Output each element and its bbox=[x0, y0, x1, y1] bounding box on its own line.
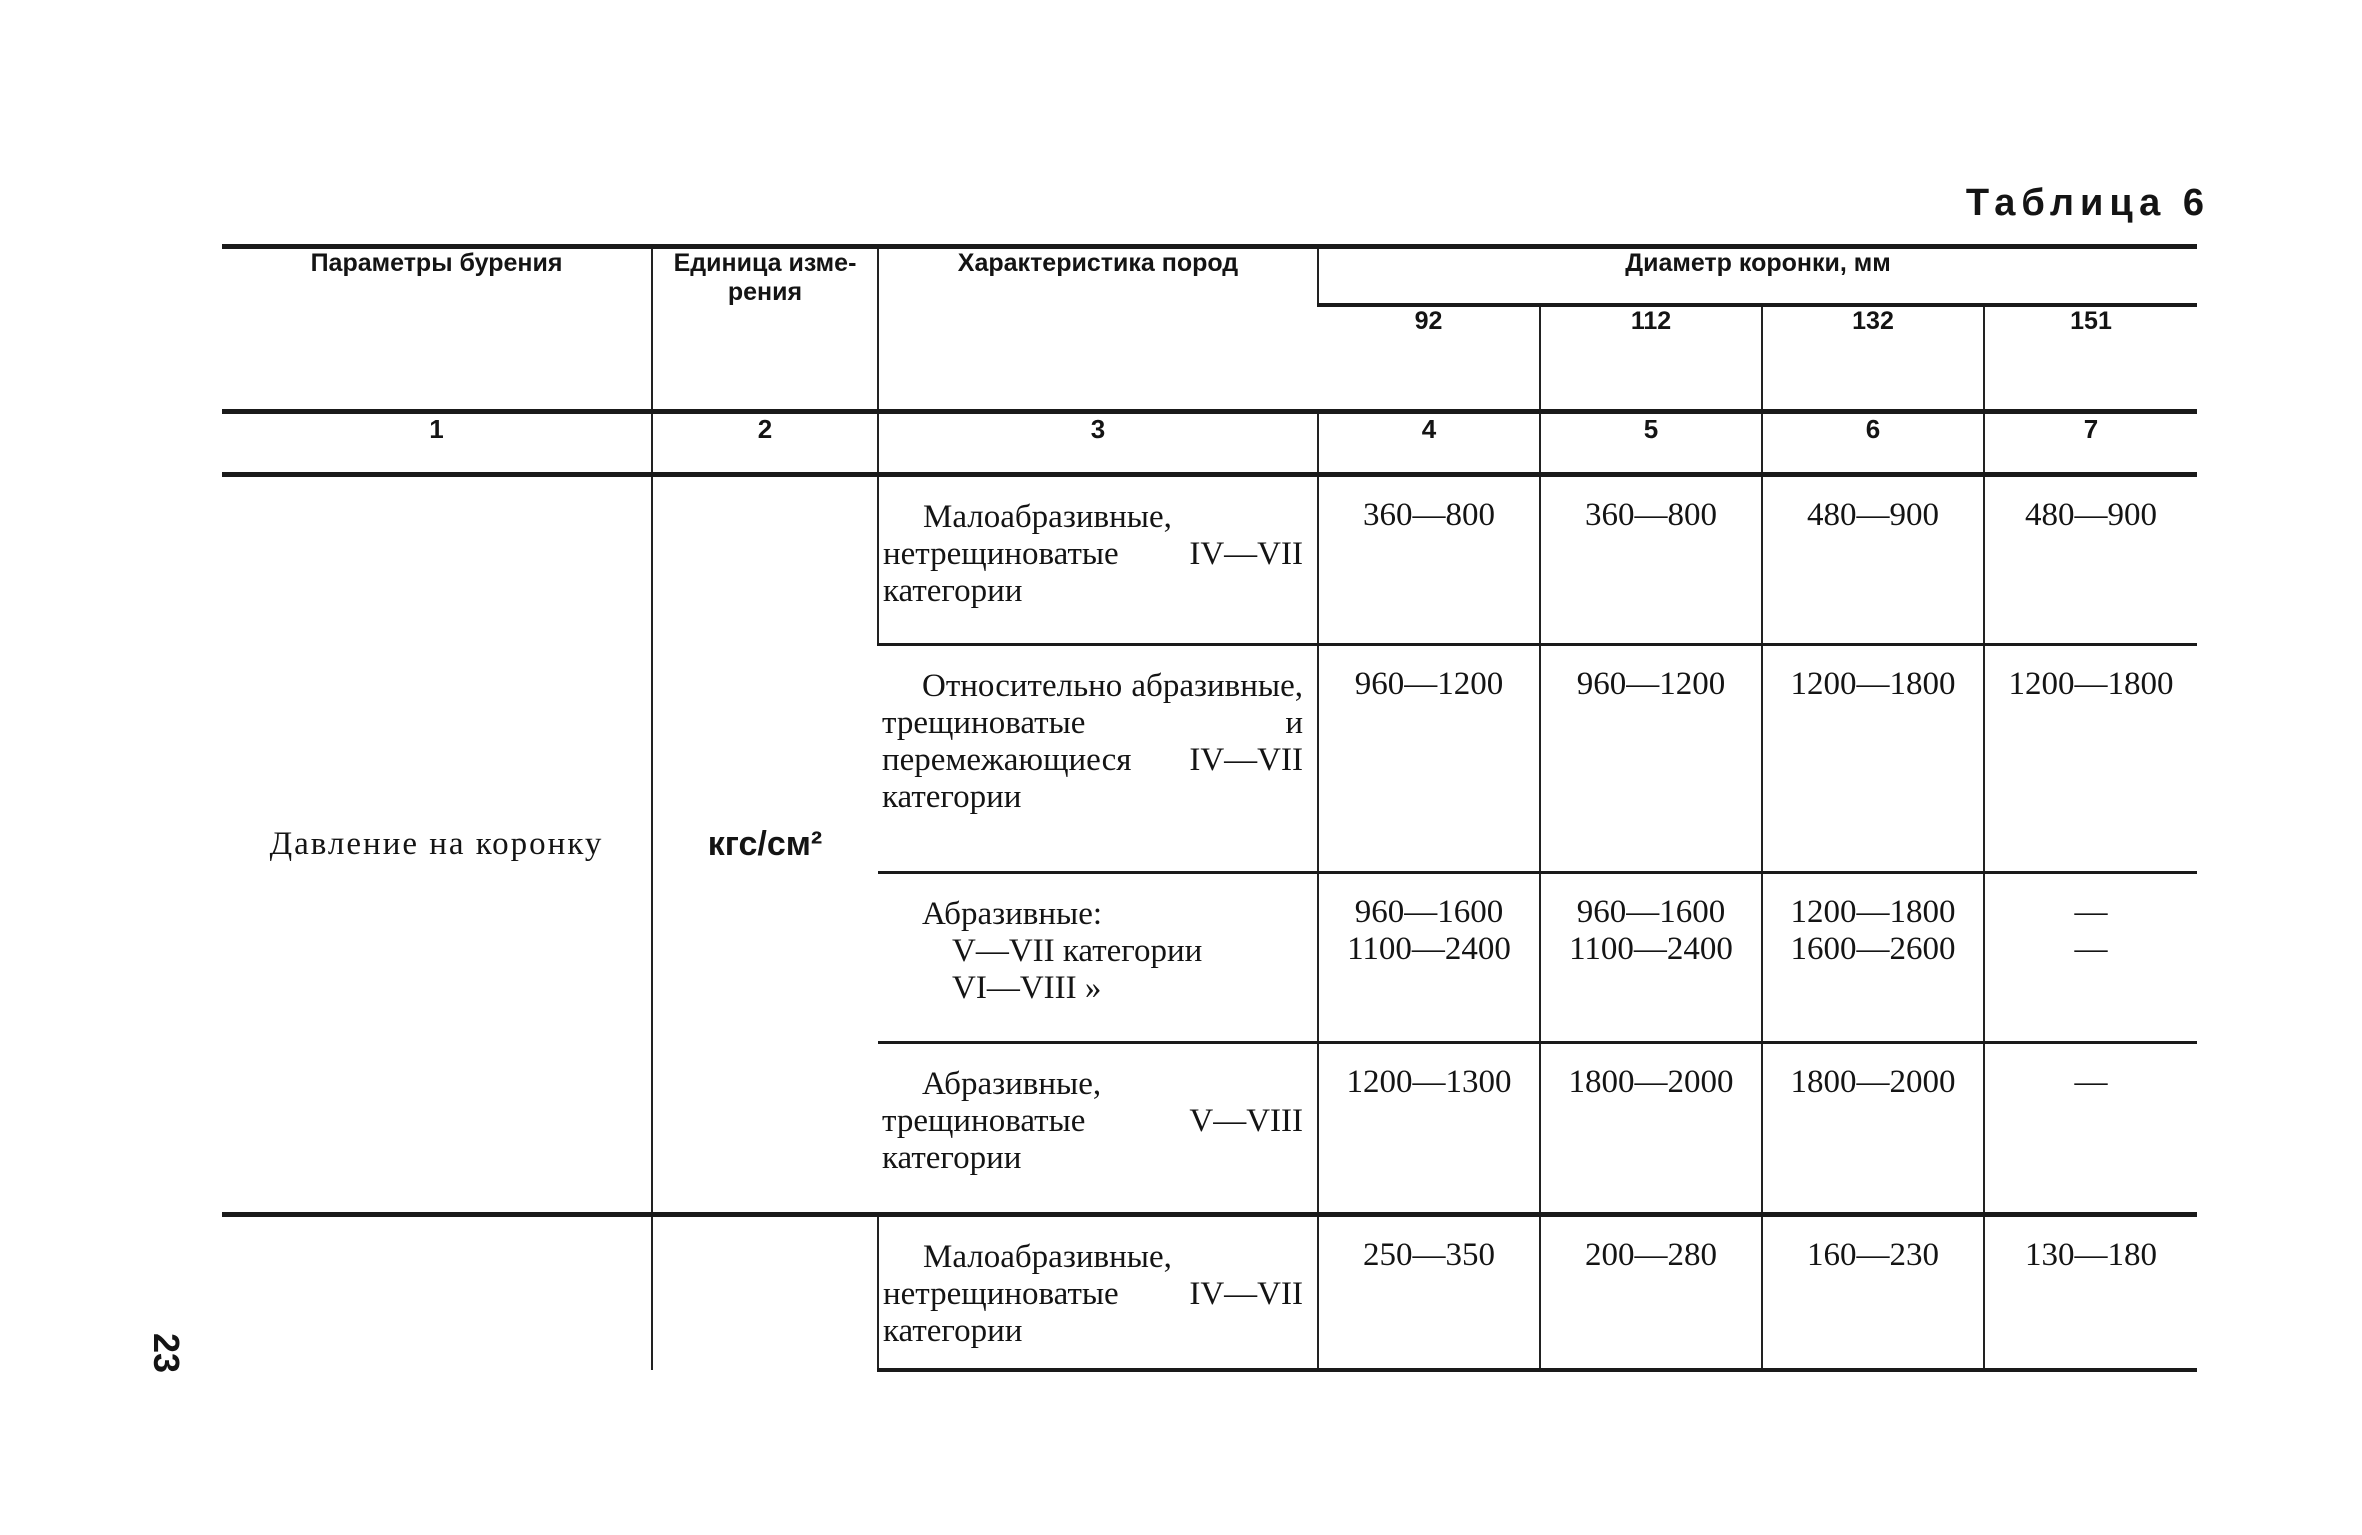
characteristic-cell: Малоабразивные, нетрещиноватые IV—VII категории bbox=[878, 475, 1318, 645]
col-number: 1 bbox=[429, 414, 444, 444]
column-number-row bbox=[222, 412, 2197, 475]
drilling-parameters-table bbox=[222, 244, 2197, 1372]
value-cell: — — bbox=[1984, 873, 2197, 1043]
value-cell: 1200—1800 1600—2600 bbox=[1762, 873, 1984, 1043]
col-number: 6 bbox=[1762, 412, 1984, 475]
value-cell: 250—350 bbox=[1318, 1215, 1540, 1371]
characteristic-cell: Относительно абразивные, трещиноватые и перемежающиеся IV—VII категории bbox=[878, 645, 1318, 873]
header-diameter-112: 112 bbox=[1540, 305, 1762, 412]
value-cell: 200—280 bbox=[1540, 1215, 1762, 1371]
value-cell: 960—1600 1100—2400 bbox=[1318, 873, 1540, 1043]
header-param: Параметры бурения bbox=[310, 249, 563, 277]
unit-pressure: кгс/см² bbox=[652, 475, 878, 1215]
col-number: 2 bbox=[652, 412, 878, 475]
value-cell: 480—900 bbox=[1762, 475, 1984, 645]
value-cell: 360—800 bbox=[1318, 475, 1540, 645]
value-cell: 360—800 bbox=[1540, 475, 1762, 645]
characteristic-cell: Абразивные, трещиноватые V—VIII категории bbox=[878, 1043, 1318, 1215]
unit-cell bbox=[652, 1215, 878, 1371]
value-cell: 960—1200 bbox=[1318, 645, 1540, 873]
value-cell: 960—1600 1100—2400 bbox=[1540, 873, 1762, 1043]
subitem: V—VII категории bbox=[952, 933, 1203, 969]
col-number: 5 bbox=[1540, 412, 1762, 475]
value-cell: 1200—1800 bbox=[1762, 645, 1984, 873]
col-number: 3 bbox=[878, 412, 1318, 475]
col-number: 7 bbox=[1984, 412, 2197, 475]
header-diameter-92: 92 bbox=[1318, 305, 1540, 412]
table-row bbox=[222, 475, 2197, 645]
value-cell: 1800—2000 bbox=[1540, 1043, 1762, 1215]
value-cell: 960—1200 bbox=[1540, 645, 1762, 873]
col-number: 4 bbox=[1318, 412, 1540, 475]
param-cell bbox=[222, 1215, 652, 1371]
characteristic-cell: Абразивные: V—VII категории VI—VIII » bbox=[878, 873, 1318, 1043]
value-cell: 130—180 bbox=[1984, 1215, 2197, 1371]
value-cell: 1200—1800 bbox=[1984, 645, 2197, 873]
subitem: VI—VIII » bbox=[952, 970, 1102, 1006]
header-characteristic: Характеристика пород bbox=[878, 247, 1318, 412]
value-cell: 480—900 bbox=[1984, 475, 2197, 645]
table-label: Таблица 6 bbox=[1965, 182, 2210, 224]
table-row bbox=[222, 1215, 2197, 1371]
param-pressure: Давление на коронку bbox=[269, 826, 604, 862]
header-row bbox=[222, 247, 2197, 306]
header-diameter-151: 151 bbox=[1984, 305, 2197, 412]
header-diameter: Диаметр коронки, мм bbox=[1318, 247, 2197, 306]
characteristic-cell: Малоабразивные, нетрещиноватые IV—VII категории bbox=[878, 1215, 1318, 1371]
value-cell: 1200—1300 bbox=[1318, 1043, 1540, 1215]
header-unit: Единица изме-рения bbox=[652, 247, 878, 412]
value-cell: 1800—2000 bbox=[1762, 1043, 1984, 1215]
page-number: 23 bbox=[146, 1332, 188, 1374]
value-cell: — bbox=[1984, 1043, 2197, 1215]
value-cell: 160—230 bbox=[1762, 1215, 1984, 1371]
header-diameter-132: 132 bbox=[1762, 305, 1984, 412]
